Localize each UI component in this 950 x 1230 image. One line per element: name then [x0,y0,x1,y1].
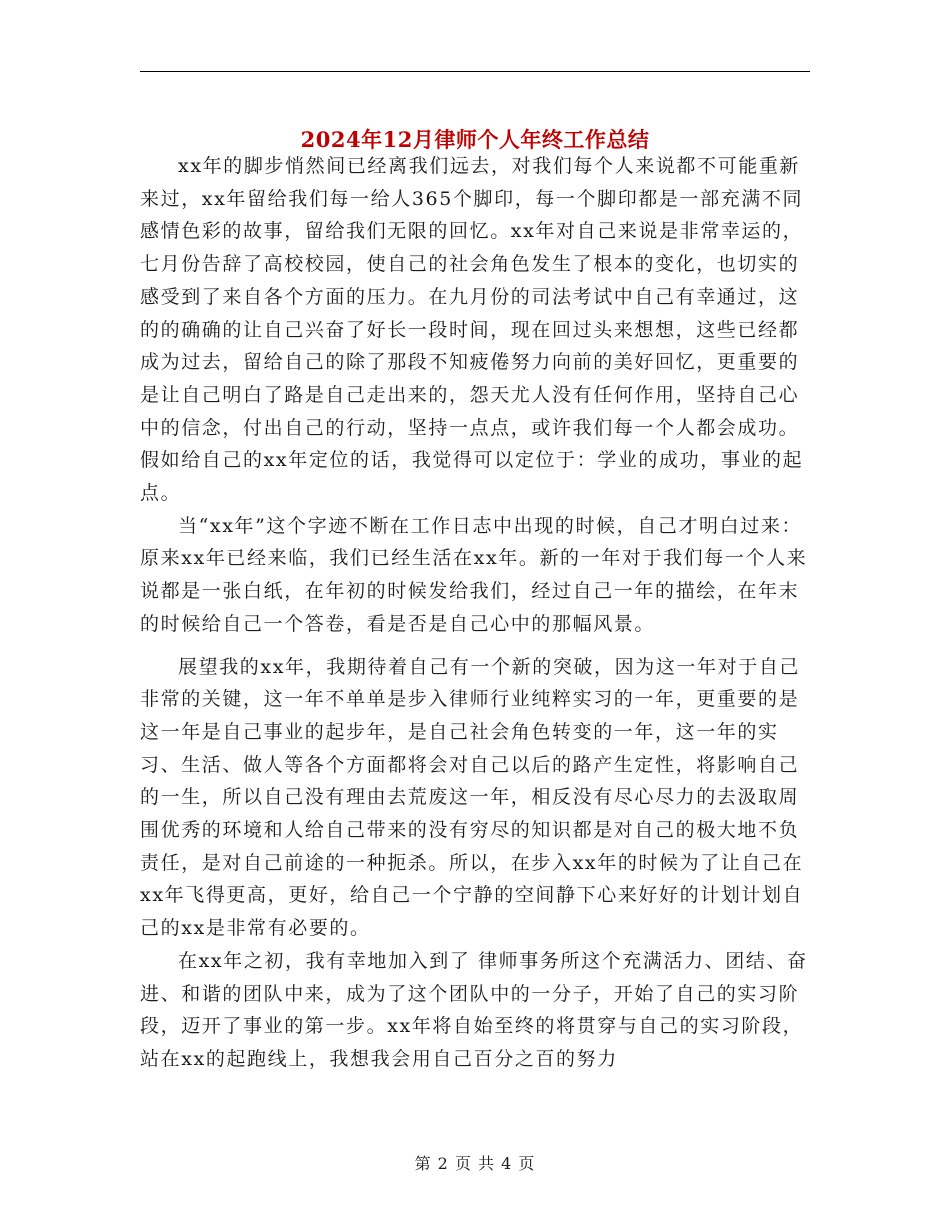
header-rule [140,71,810,72]
document-body [140,150,810,1076]
paragraph-3: 展望我的xx年，我期待着自己有一个新的突破，因为这一年对于自己非常的关键，这一年不单单是步入律师行业纯粹实习的一年，更重要的是这一年是自己事业的起步年，是自己社会角色转变的一年，这一年的实习、生活、做人等各个方面都将会对自己以后的路产生定性，将影响自己的一生，所以自己没有理由去荒废这一年，相反没有尽心尽力的去汲取周围优秀的环境和人给自己带来的没有穷尽的知识都是对自己的极大地不负责任，是对自己前途的一种扼杀。所以，在步入xx年的时候为了让自己在xx年飞得更高，更好，给自己一个宁静的空间静下心来好好的计划计划自己的xx是非常有必要的。 [140,655,804,940]
paragraph-2: 当“xx年”这个字迹不断在工作日志中出现的时候，自己才明白过来：原来xx年已经来临，我们已经生活在xx年。新的一年对于我们每一个人来说都是一张白纸，在年初的时候发给我们，经过自己一年的描绘，在年末的时候给自己一个答卷，看是否是自己心中的那幅风景。 [140,514,808,635]
page-number: 第 2 页 共 4 页 [414,1154,536,1173]
document-title: 2024年12月律师个人年终工作总结 [300,127,650,153]
paragraph-4: 在xx年之初，我有幸地加入到了 律师事务所这个充满活力、团结、奋进、和谐的团队中来，成为了这个团队中的一分子，开始了自己的实习阶段，迈开了事业的第一步。xx年将自始至终的将贯穿与自己的实习阶段，站在xx的起跑线上，我想我会用自己百分之百的努力 [140,949,808,1070]
page-footer [0,1152,950,1176]
paragraph-1: xx年的脚步悄然间已经离我们远去，对我们每个人来说都不可能重新来过，xx年留给我们每一给人365个脚印，每一个脚印都是一部充满不同感情色彩的故事，留给我们无限的回忆。xx年对自己来说是非常幸运的，七月份告辞了高校校园，使自己的社会角色发生了根本的变化，也切实的感受到了来自各个方面的压力。在九月份的司法考试中自己有幸通过，这的的确确的让自己兴奋了好长一段时间，现在回过头来想想，这些已经都成为过去，留给自己的除了那段不知疲倦努力向前的美好回忆，更重要的是让自己明白了路是自己走出来的，怨天尤人没有任何作用，坚持自己心中的信念，付出自己的行动，坚持一点点，或许我们每一个人都会成功。假如给自己的xx年定位的话，我觉得可以定位于：学业的成功，事业的起点。 [140,155,804,505]
